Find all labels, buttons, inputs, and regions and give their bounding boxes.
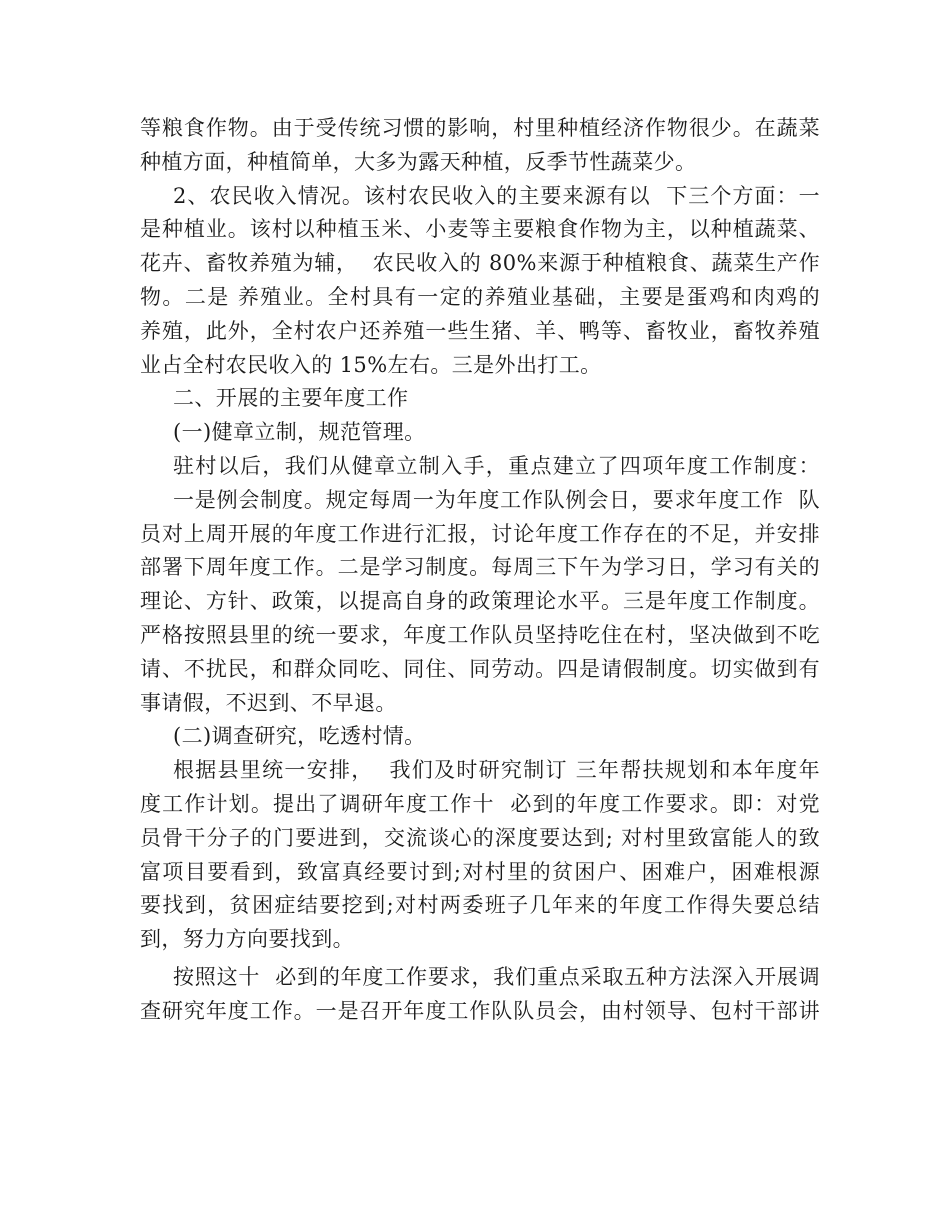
text-line: 查研究年度工作。一是召开年度工作队队员会，由村领导、包村干部讲	[140, 998, 820, 1023]
text-line: 物。二是 养殖业。全村具有一定的养殖业基础，主要是蛋鸡和肉鸡的	[140, 284, 820, 309]
text-line: 员骨干分子的门要进到，交流谈心的深度要达到; 对村里致富能人的致	[140, 825, 820, 850]
text-line: 要找到，贫困症结要挖到;对村两委班子几年来的年度工作得失要总结	[140, 893, 820, 918]
text-line: 等粮食作物。由于受传统习惯的影响，村里种植经济作物很少。在蔬菜	[140, 116, 820, 140]
text-line: (二)调查研究，吃透村情。	[173, 724, 426, 749]
text-line: 部署下周年度工作。二是学习制度。每周三下午为学习日，学习有关的	[140, 555, 820, 580]
text-line: 2、农民收入情况。该村农民收入的主要来源有以 下三个方面：一	[173, 183, 820, 208]
text-line: 度工作计划。提出了调研年度工作十 必到的年度工作要求。即：对党	[140, 791, 820, 816]
text-line: 业占全村农民收入的 15%左右。三是外出打工。	[140, 352, 602, 377]
text-line: 根据县里统一安排， 我们及时研究制订 三年帮扶规划和本年度年	[173, 758, 820, 783]
text-line: 员对上周开展的年度工作进行汇报，讨论年度工作存在的不足，并安排	[140, 521, 820, 546]
text-line: 严格按照县里的统一要求，年度工作队员坚持吃住在村，坚决做到不吃	[140, 622, 820, 647]
text-line: 是种植业。该村以种植玉米、小麦等主要粮食作物为主，以种植蔬菜、	[140, 217, 820, 242]
text-line: 事请假，不迟到、不早退。	[140, 690, 397, 715]
text-line: 养殖，此外，全村农户还养殖一些生猪、羊、鸭等、畜牧业，畜牧养殖	[140, 318, 820, 343]
text-line: 按照这十 必到的年度工作要求，我们重点采取五种方法深入开展调	[173, 964, 820, 989]
text-line: 到，努力方向要找到。	[140, 927, 354, 952]
text-line: 驻村以后，我们从健章立制入手，重点建立了四项年度工作制度：	[173, 453, 820, 478]
text-line: 一是例会制度。规定每周一为年度工作队例会日，要求年度工作 队	[173, 487, 820, 512]
text-line: 二、开展的主要年度工作	[173, 386, 409, 411]
text-line: 花卉、畜牧养殖为辅， 农民收入的 80%来源于种植粮食、蔬菜生产作	[140, 251, 820, 276]
text-line: 理论、方针、政策，以提高自身的政策理论水平。三是年度工作制度。	[140, 589, 820, 614]
text-line: 请、不扰民，和群众同吃、同住、同劳动。四是请假制度。切实做到有	[140, 656, 820, 681]
text-line: 富项目要看到，致富真经要讨到;对村里的贫困户、困难户，困难根源	[140, 859, 820, 884]
document-page	[140, 112, 820, 1029]
text-line: 种植方面，种植简单，大多为露天种植，反季节性蔬菜少。	[140, 149, 697, 174]
text-line: (一)健章立制，规范管理。	[173, 420, 426, 445]
